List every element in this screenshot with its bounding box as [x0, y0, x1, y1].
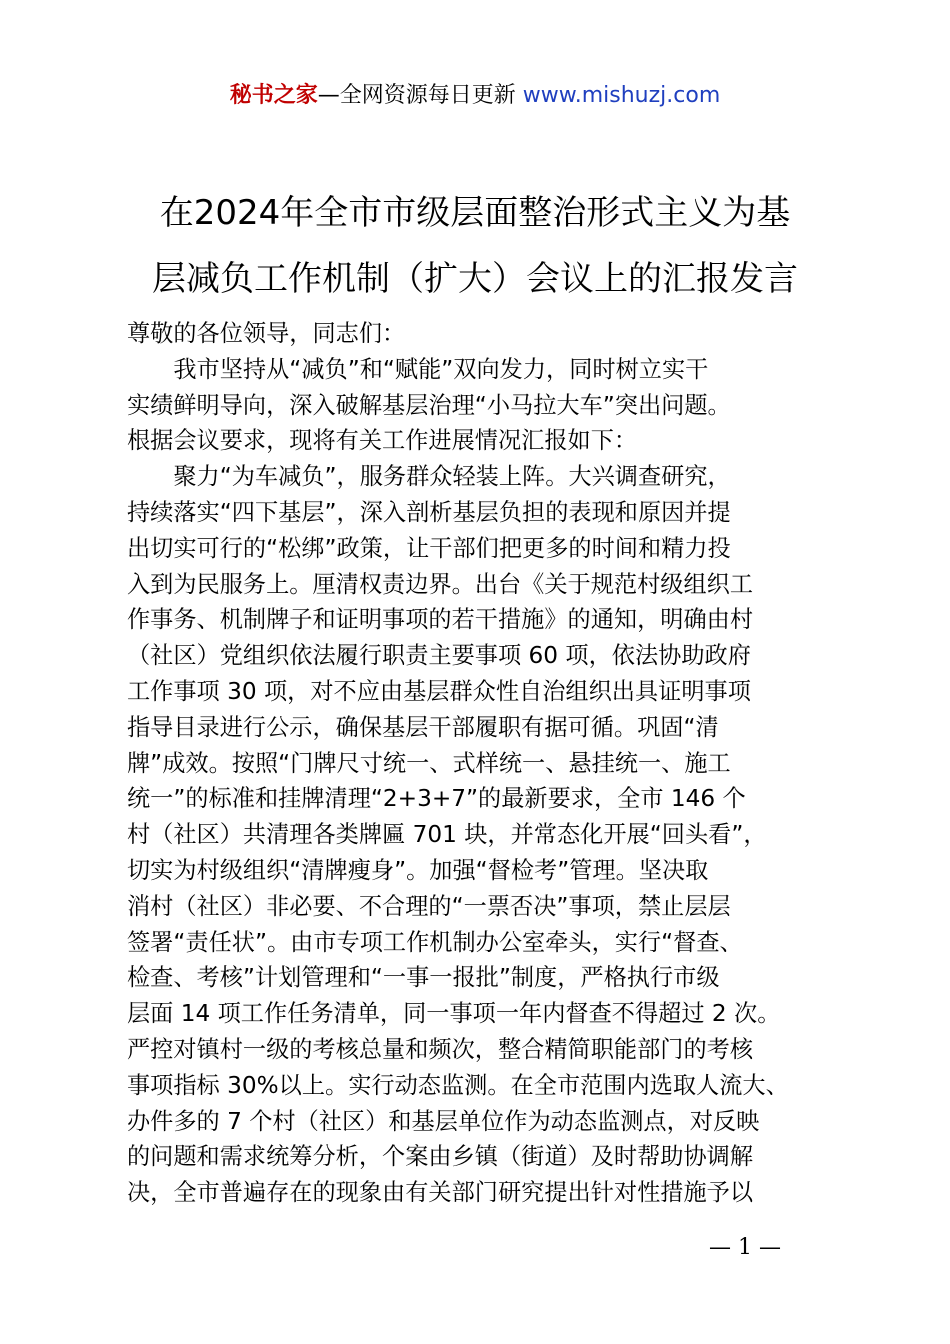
- site-header: [0, 80, 950, 112]
- body-text-line: 指导目录进行公示，确保基层干部履职有据可循。巩固“清: [127, 713, 719, 741]
- document-title-line-2: 层减负工作机制（扩大）会议上的汇报发言: [152, 259, 798, 299]
- body-text-line: 决，全市普遍存在的现象由有关部门研究提出针对性措施予以: [127, 1179, 754, 1207]
- document-body: [127, 316, 847, 1211]
- site-url-link[interactable]: www.mishuzj.com: [522, 83, 721, 108]
- body-text-line: 入到为民服务上。厘清权责边界。出台《关于规范村级组织工: [127, 570, 754, 598]
- body-text-line: 的问题和需求统筹分析，个案由乡镇（街道）及时帮助协调解: [127, 1143, 754, 1171]
- body-text-line: 持续落实“四下基层”，深入剖析基层负担的表现和原因并提: [127, 498, 731, 526]
- body-text-line: 村（社区）共清理各类牌匾 701 块，并常态化开展“回头看”，: [127, 821, 767, 849]
- body-text-line: （社区）党组织依法履行职责主要事项 60 项，依法协助政府: [127, 642, 751, 670]
- body-text-line: 层面 14 项工作任务清单，同一事项一年内督查不得超过 2 次。: [127, 1000, 781, 1028]
- body-text-line: 工作事项 30 项，对不应由基层群众性自治组织出具证明事项: [127, 677, 751, 705]
- site-tagline: —全网资源每日更新: [317, 83, 516, 108]
- body-text-line: 根据会议要求，现将有关工作进展情况汇报如下：: [127, 427, 638, 455]
- body-text-line: 牌”成效。按照“门牌尺寸统一、式样统一、悬挂统一、施工: [127, 749, 731, 777]
- body-text-line: 检查、考核”计划管理和“一事一报批”制度，严格执行市级: [127, 964, 720, 992]
- body-text-line: 聚力“为车减负”，服务群众轻装上阵。大兴调查研究，: [127, 463, 731, 491]
- body-text-line: 实绩鲜明导向，深入破解基层治理“小马拉大车”突出问题。: [127, 391, 731, 419]
- body-text-line: 出切实可行的“松绑”政策，让干部们把更多的时间和精力投: [127, 534, 731, 562]
- body-text-line: 消村（社区）非必要、不合理的“一票否决”事项，禁止层层: [127, 892, 731, 920]
- body-text-line: 切实为村级组织“清牌瘦身”。加强“督检考”管理。坚决取: [127, 856, 709, 884]
- body-text-line: 事项指标 30%以上。实行动态监测。在全市范围内选取人流大、: [127, 1071, 789, 1099]
- body-text-line: 我市坚持从“减负”和“赋能”双向发力，同时树立实干: [127, 355, 709, 383]
- page-number: — 1 —: [709, 1235, 781, 1260]
- body-text-line: 办件多的 7 个村（社区）和基层单位作为动态监测点，对反映: [127, 1107, 760, 1135]
- body-text-line: 作事务、机制牌子和证明事项的若干措施》的通知，明确由村: [127, 606, 754, 634]
- body-text-line: 签署“责任状”。由市专项工作机制办公室牵头，实行“督查、: [127, 928, 743, 956]
- site-brand: 秘书之家: [229, 83, 318, 108]
- body-text-line: 统一”的标准和挂牌清理“2+3+7”的最新要求，全市 146 个: [127, 785, 746, 813]
- body-text-line: 严控对镇村一级的考核总量和频次，整合精简职能部门的考核: [127, 1035, 754, 1063]
- body-text-line: 尊敬的各位领导，同志们：: [127, 320, 406, 347]
- document-title-line-1: 在2024年全市市级层面整治形式主义为基: [159, 193, 791, 233]
